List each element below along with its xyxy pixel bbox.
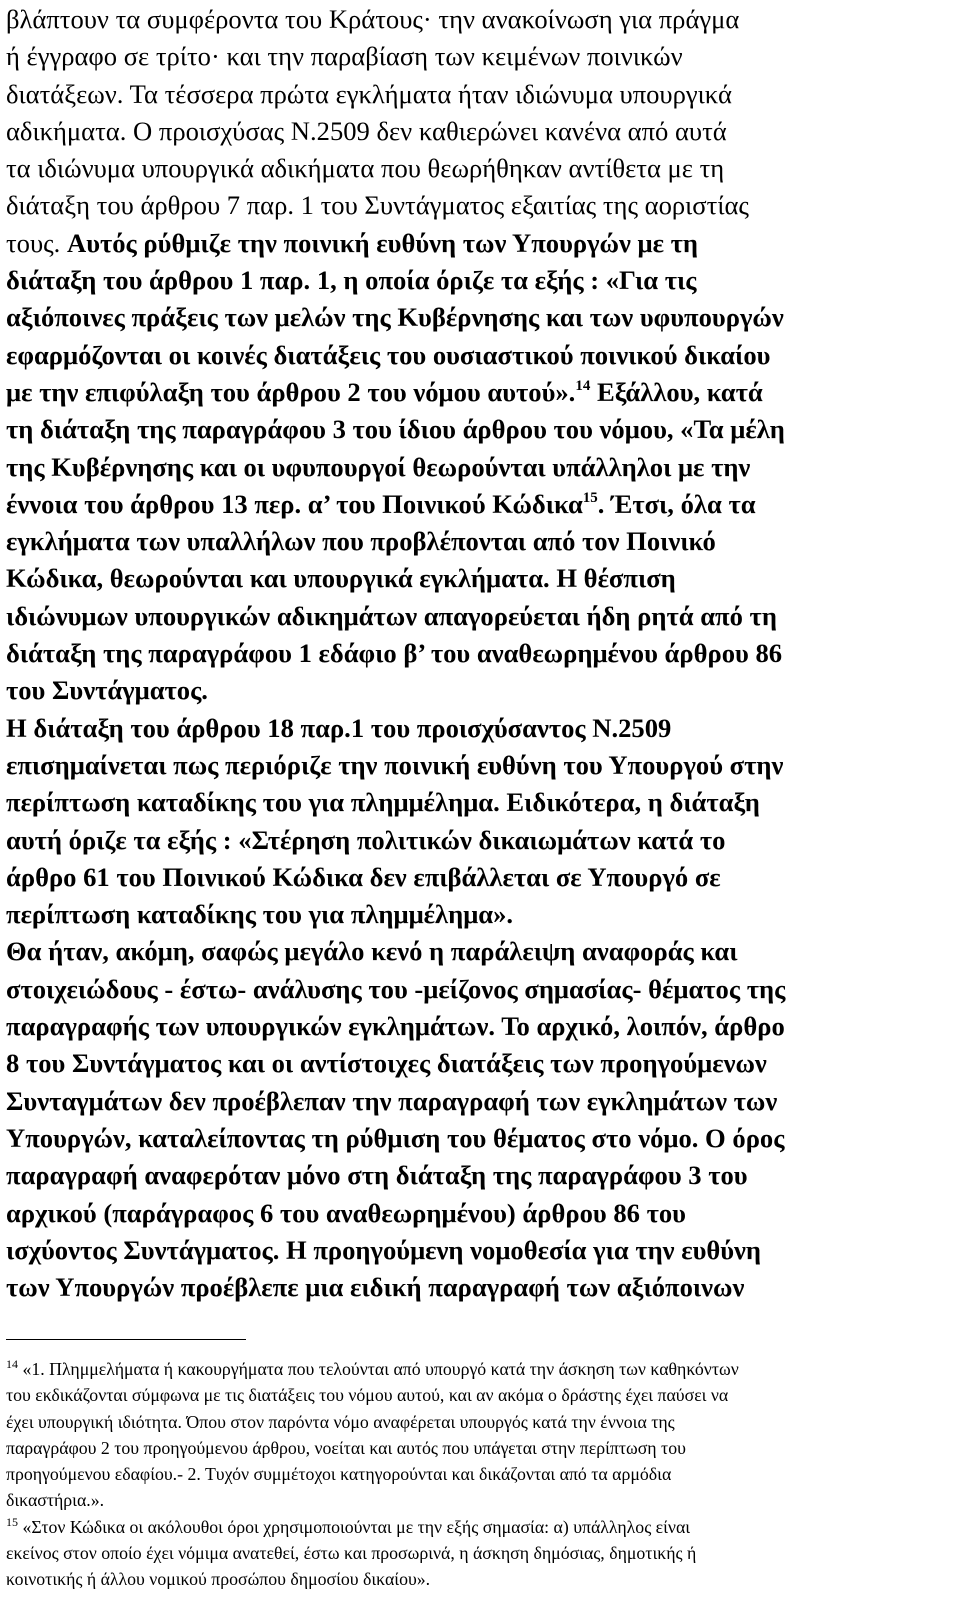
text-segment: βλάπτουν τα συμφέροντα του Κράτους· την ανακοίνωση για πράγμα xyxy=(6,4,740,34)
text-line xyxy=(6,1269,948,1306)
text-segment: αδικήματα. Ο προισχύσας Ν.2509 δεν καθιερώνει κανένα από αυτά xyxy=(6,115,727,146)
text-segment: με την επιφύλαξη του άρθρου 2 του νόμου αυτού». xyxy=(6,376,576,407)
text-segment: έχει υπουργική ιδιότητα. Όπου στον παρόντα νόμο αναφέρεται υπουργός κατά την έννοια της xyxy=(6,1411,675,1432)
text-segment: τους. xyxy=(6,227,67,258)
text-line xyxy=(6,598,948,635)
text-segment: του Συντάγματος. xyxy=(6,675,208,706)
text-line xyxy=(6,486,948,523)
text-segment: του εκδικάζονται σύμφωνα με τις διατάξεις του νόμου αυτού, και αν ακόμα ο δράστης έχει παύσει να xyxy=(6,1385,729,1406)
footnote-line xyxy=(6,1566,954,1592)
text-segment: εγκλήματα των υπαλλήλων που προβλέπονται από τον Ποινικό xyxy=(6,526,716,557)
footnote-marker: 15 xyxy=(6,1514,18,1529)
text-line xyxy=(6,1045,948,1082)
text-line xyxy=(6,1157,948,1194)
text-line xyxy=(6,560,948,597)
footnote-line xyxy=(6,1409,954,1435)
text-segment: «Στον Κώδικα οι ακόλουθοι όροι χρησιμοποιούνται με την εξής σημασία: α) υπάλληλος είναι xyxy=(18,1516,691,1537)
text-segment: Αυτός ρύθμιζε την ποινική ευθύνη των Υπουργών με τη xyxy=(66,227,698,258)
text-segment: ή έγγραφο σε τρίτο· και την παραβίαση των κειμένων ποινικών xyxy=(6,41,683,72)
footnote-line xyxy=(6,1382,954,1408)
text-segment: . Έτσι, όλα τα xyxy=(597,488,756,519)
text-segment: εφαρμόζονται οι κοινές διατάξεις του ουσιαστικού ποινικού δικαίου xyxy=(6,339,771,370)
text-segment: προηγούμενου εδαφίου.- 2. Τυχόν συμμέτοχοι κατηγορούνται και δικάζονται από τα αρμόδια xyxy=(6,1464,672,1485)
text-segment: επισημαίνεται πως περιόριζε την ποινική ευθύνη του Υπουργού στην xyxy=(6,749,784,780)
text-line xyxy=(6,784,948,821)
text-segment: Υπουργών, καταλείποντας τη ρύθμιση του θέματος στο νόμο. Ο όρος xyxy=(6,1122,785,1153)
text-line xyxy=(6,859,948,896)
text-line xyxy=(6,635,948,672)
text-segment: Εξάλλου, κατά xyxy=(590,376,763,407)
text-segment: κοινοτικής ή άλλου νομικού προσώπου δημοσίου δικαίου». xyxy=(6,1569,431,1590)
text-segment: άρθρο 61 του Ποινικού Κώδικα δεν επιβάλλεται σε Υπουργό σε xyxy=(6,861,721,892)
text-segment: Θα ήταν, ακόμη, σαφώς μεγάλο κενό η παράλειψη αναφοράς και xyxy=(6,936,738,967)
text-segment: τη διάταξη της παραγράφου 3 του ίδιου άρθρου του νόμου, «Τα μέλη xyxy=(6,414,785,445)
text-segment: διάταξη του άρθρου 1 παρ. 1, η οποία όριζε τα εξής : «Για τις xyxy=(6,265,697,296)
text-line xyxy=(6,113,948,150)
text-line xyxy=(6,1083,948,1120)
text-line xyxy=(6,411,948,448)
footnote-line xyxy=(6,1461,954,1487)
text-segment: των Υπουργών προέβλεπε μια ειδική παραγραφή των αξιόποινων xyxy=(6,1272,745,1303)
text-segment: παραγραφή αναφερόταν μόνο στη διάταξη της παραγράφου 3 του xyxy=(6,1160,748,1191)
text-line xyxy=(6,822,948,859)
text-segment: διάταξη της παραγράφου 1 εδάφιο β’ του αναθεωρημένου άρθρου 86 xyxy=(6,638,783,669)
footnotes xyxy=(6,1356,954,1593)
text-line xyxy=(6,1008,948,1045)
text-line xyxy=(6,337,948,374)
text-segment: περίπτωση καταδίκης του για πλημμέλημα». xyxy=(6,899,514,930)
text-segment: διατάξεων. Τα τέσσερα πρώτα εγκλήματα ήταν ιδιώνυμα υπουργικά xyxy=(6,78,732,109)
footnote-marker: 14 xyxy=(575,378,591,395)
text-segment: περίπτωση καταδίκης του για πλημμέλημα. Ειδικότερα, η διάταξη xyxy=(6,787,760,818)
text-segment: ιδιώνυμων υπουργικών αδικημάτων απαγορεύεται ήδη ρητά από τη xyxy=(6,600,777,631)
text-line xyxy=(6,1,948,38)
text-line xyxy=(6,76,948,113)
text-line xyxy=(6,299,948,336)
footnote-line xyxy=(6,1356,954,1382)
text-line xyxy=(6,225,948,262)
text-line xyxy=(6,710,948,747)
text-line xyxy=(6,38,948,75)
text-line xyxy=(6,262,948,299)
text-segment: διάταξη του άρθρου 7 παρ. 1 του Συντάγματος εξαιτίας της αοριστίας xyxy=(6,190,749,221)
text-segment: δικαστήρια.». xyxy=(6,1490,105,1511)
footnote-line xyxy=(6,1435,954,1461)
text-segment: παραγραφής των υπουργικών εγκλημάτων. Το αρχικό, λοιπόν, άρθρο xyxy=(6,1011,785,1042)
text-segment: Κώδικα, θεωρούνται και υπουργικά εγκλήματα. Η θέσπιση xyxy=(6,563,676,594)
footnote-line xyxy=(6,1487,954,1513)
text-line xyxy=(6,150,948,187)
text-line xyxy=(6,672,948,709)
text-line xyxy=(6,374,948,411)
footnote-line xyxy=(6,1514,954,1540)
text-segment: της Κυβέρνησης και οι υφυπουργοί θεωρούνται υπάλληλοι με την xyxy=(6,451,751,482)
text-segment: «1. Πλημμελήματα ή κακουργήματα που τελούνται από υπουργό κατά την άσκηση των καθηκόντων xyxy=(18,1359,739,1379)
body-text xyxy=(6,1,948,1306)
text-segment: έννοια του άρθρου 13 περ. α’ του Ποινικού Κώδικα xyxy=(6,488,583,519)
footnote-line xyxy=(6,1540,954,1566)
text-segment: ισχύοντος Συντάγματος. Η προηγούμενη νομοθεσία για την ευθύνη xyxy=(6,1234,762,1265)
text-segment: τα ιδιώνυμα υπουργικά αδικήματα που θεωρήθηκαν αντίθετα με τη xyxy=(6,153,725,184)
footnote-marker: 14 xyxy=(6,1357,18,1372)
text-segment: Η διάταξη του άρθρου 18 παρ.1 του προισχύσαντος Ν.2509 xyxy=(6,712,672,743)
text-segment: αξιόποινες πράξεις των μελών της Κυβέρνησης και των υφυπουργών xyxy=(6,302,784,333)
text-segment: αυτή όριζε τα εξής : «Στέρηση πολιτικών δικαιωμάτων κατά το xyxy=(6,824,726,855)
text-line xyxy=(6,449,948,486)
text-line xyxy=(6,1232,948,1269)
text-line xyxy=(6,971,948,1008)
text-line xyxy=(6,933,948,970)
text-segment: εκείνος στον οποίο έχει νόμιμα ανατεθεί, έστω και προσωρινά, η άσκηση δημόσιας, δημοτικής ή xyxy=(6,1543,697,1564)
footnote-marker: 15 xyxy=(582,490,598,506)
text-line xyxy=(6,523,948,560)
text-segment: αρχικού (παράγραφος 6 του αναθεωρημένου) άρθρου 86 του xyxy=(6,1197,686,1228)
text-segment: παραγράφου 2 του προηγούμενου άρθρου, νοείται και αυτός που υπάγεται στην περίπτωση του xyxy=(6,1437,686,1458)
text-line xyxy=(6,187,948,224)
text-line xyxy=(6,1195,948,1232)
text-segment: στοιχειώδους - έστω- ανάλυσης του -μείζονος σημασίας- θέματος της xyxy=(6,973,786,1004)
text-segment: Συνταγμάτων δεν προέβλεπαν την παραγραφή των εγκλημάτων των xyxy=(6,1085,778,1116)
text-line xyxy=(6,1120,948,1157)
text-line xyxy=(6,896,948,933)
footnote-separator xyxy=(6,1339,246,1340)
text-line xyxy=(6,747,948,784)
text-segment: 8 του Συντάγματος και οι αντίστοιχες διατάξεις των προηγούμενων xyxy=(6,1048,767,1079)
